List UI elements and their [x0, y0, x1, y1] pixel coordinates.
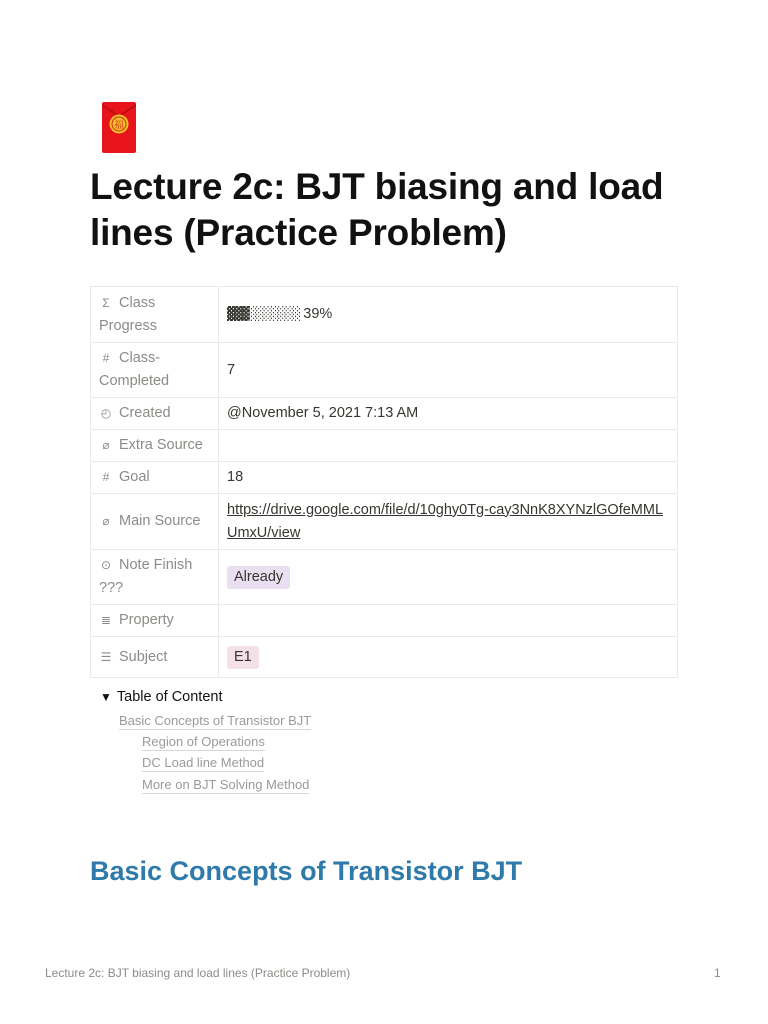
clock-icon: ◴	[100, 406, 112, 420]
footer-title: Lecture 2c: BJT biasing and load lines (Practice Problem)	[45, 966, 351, 980]
property-key: Goal	[119, 469, 150, 485]
hash-icon: #	[102, 351, 110, 365]
paperclip-icon: ⌀	[102, 438, 110, 452]
property-row-goal	[91, 462, 678, 494]
text-lines-icon: ≣	[100, 613, 112, 627]
status-icon: ⊙	[100, 558, 112, 572]
property-row-class-progress	[91, 287, 678, 343]
toc-toggle[interactable]	[100, 689, 223, 705]
property-row-note-finish	[91, 550, 678, 605]
list-icon: ☰	[100, 649, 112, 664]
property-key: Class-Completed	[99, 350, 170, 389]
properties-table	[90, 286, 678, 678]
property-row-subject	[91, 637, 678, 678]
property-row-main-source	[91, 494, 678, 550]
hash-icon: #	[102, 470, 110, 484]
progress-bar: ▓▓▓░░░░░░░	[227, 307, 301, 322]
progress-value: 39%	[303, 306, 333, 322]
svg-text:福: 福	[114, 120, 124, 131]
property-row-extra-source	[91, 430, 678, 462]
toc-link-basic-concepts[interactable]: Basic Concepts of Transistor BJT	[119, 713, 312, 728]
triangle-down-icon[interactable]: ▼	[100, 690, 112, 704]
property-key: Note Finish ???	[99, 557, 193, 596]
property-key: Main Source	[119, 513, 201, 529]
property-row-class-completed	[91, 343, 678, 398]
toc-link-bjt-solving[interactable]: More on BJT Solving Method	[142, 777, 310, 792]
property-row-created	[91, 398, 678, 430]
property-key: Subject	[119, 648, 168, 665]
property-value[interactable]: 18	[219, 462, 678, 494]
property-key: Extra Source	[119, 437, 203, 453]
sigma-icon: Σ	[102, 295, 110, 310]
property-value: @November 5, 2021 7:13 AM	[219, 398, 678, 430]
page-title: Lecture 2c: BJT biasing and load lines (Practice Problem)	[90, 166, 664, 253]
page-number: 1	[714, 966, 721, 980]
property-value[interactable]	[219, 605, 678, 637]
toc-label: Table of Content	[116, 689, 223, 705]
toc-link-region-of-operations[interactable]: Region of Operations	[142, 734, 265, 749]
section-heading: Basic Concepts of Transistor BJT	[90, 856, 523, 886]
status-tag[interactable]: Already	[227, 566, 290, 589]
property-row-property	[91, 605, 678, 637]
toc-link-dc-load-line[interactable]: DC Load line Method	[142, 755, 265, 770]
property-value[interactable]: 7	[219, 343, 678, 398]
red-envelope-icon	[102, 102, 136, 153]
property-key: Property	[119, 612, 174, 628]
property-key: Created	[119, 405, 171, 421]
paperclip-icon: ⌀	[102, 514, 110, 528]
main-source-link[interactable]: https://drive.google.com/file/d/10ghy0Tg-cay3NnK8XYNzlGOfeMMLUmxU/view	[227, 501, 664, 541]
property-value[interactable]	[219, 430, 678, 462]
property-key: Class Progress	[99, 294, 158, 334]
subject-tag[interactable]: E1	[227, 646, 259, 669]
